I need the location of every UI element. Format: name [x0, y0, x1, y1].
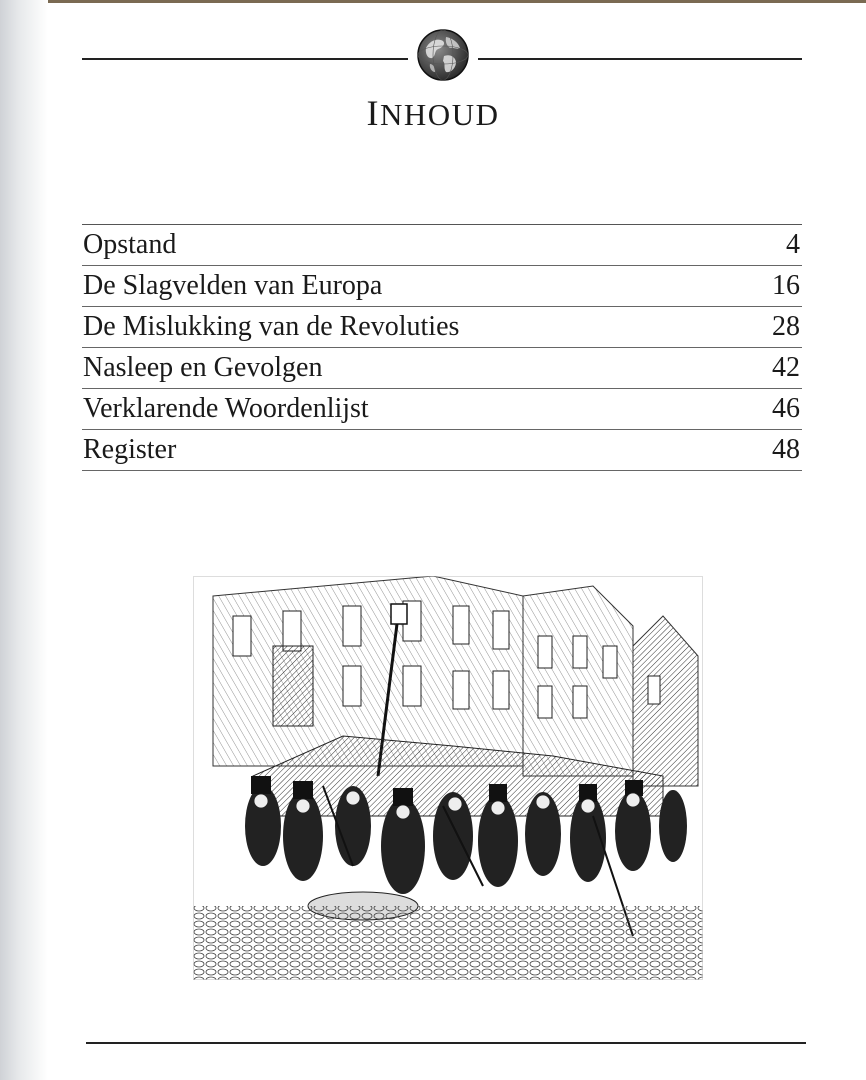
toc-entry[interactable]: [82, 225, 802, 266]
footer-rule: [86, 1042, 806, 1044]
header-ornament: [82, 28, 802, 82]
toc-entry[interactable]: [82, 430, 802, 471]
toc-entry[interactable]: [82, 307, 802, 348]
header-rule-right: [478, 58, 802, 60]
toc-entry-page: 46: [772, 393, 800, 424]
toc-entry[interactable]: [82, 348, 802, 389]
toc-entry-page: 42: [772, 352, 800, 383]
toc-entry-title: Nasleep en Gevolgen: [83, 352, 323, 383]
toc-entry-title: De Slagvelden van Europa: [83, 270, 383, 301]
toc-entry[interactable]: [82, 389, 802, 430]
page-title: [0, 92, 866, 134]
toc-entry-title: De Mislukking van de Revoluties: [83, 311, 460, 342]
book-gutter-shadow: [0, 0, 48, 1080]
street-fight-engraving: [193, 576, 703, 980]
page-title-text: INHOUD: [366, 93, 500, 133]
toc-entry-title: Verklarende Woordenlijst: [83, 393, 369, 424]
globe-icon: [416, 28, 470, 82]
toc-entry-title: Opstand: [83, 229, 177, 260]
table-of-contents: [82, 224, 802, 471]
toc-entry-page: 28: [772, 311, 800, 342]
toc-entry-page: 48: [772, 434, 800, 465]
header-rule-left: [82, 58, 408, 60]
toc-entry-page: 16: [772, 270, 800, 301]
toc-entry-page: 4: [786, 229, 800, 260]
page-top-edge: [0, 0, 866, 3]
toc-entry-title: Register: [83, 434, 177, 465]
toc-entry[interactable]: [82, 266, 802, 307]
